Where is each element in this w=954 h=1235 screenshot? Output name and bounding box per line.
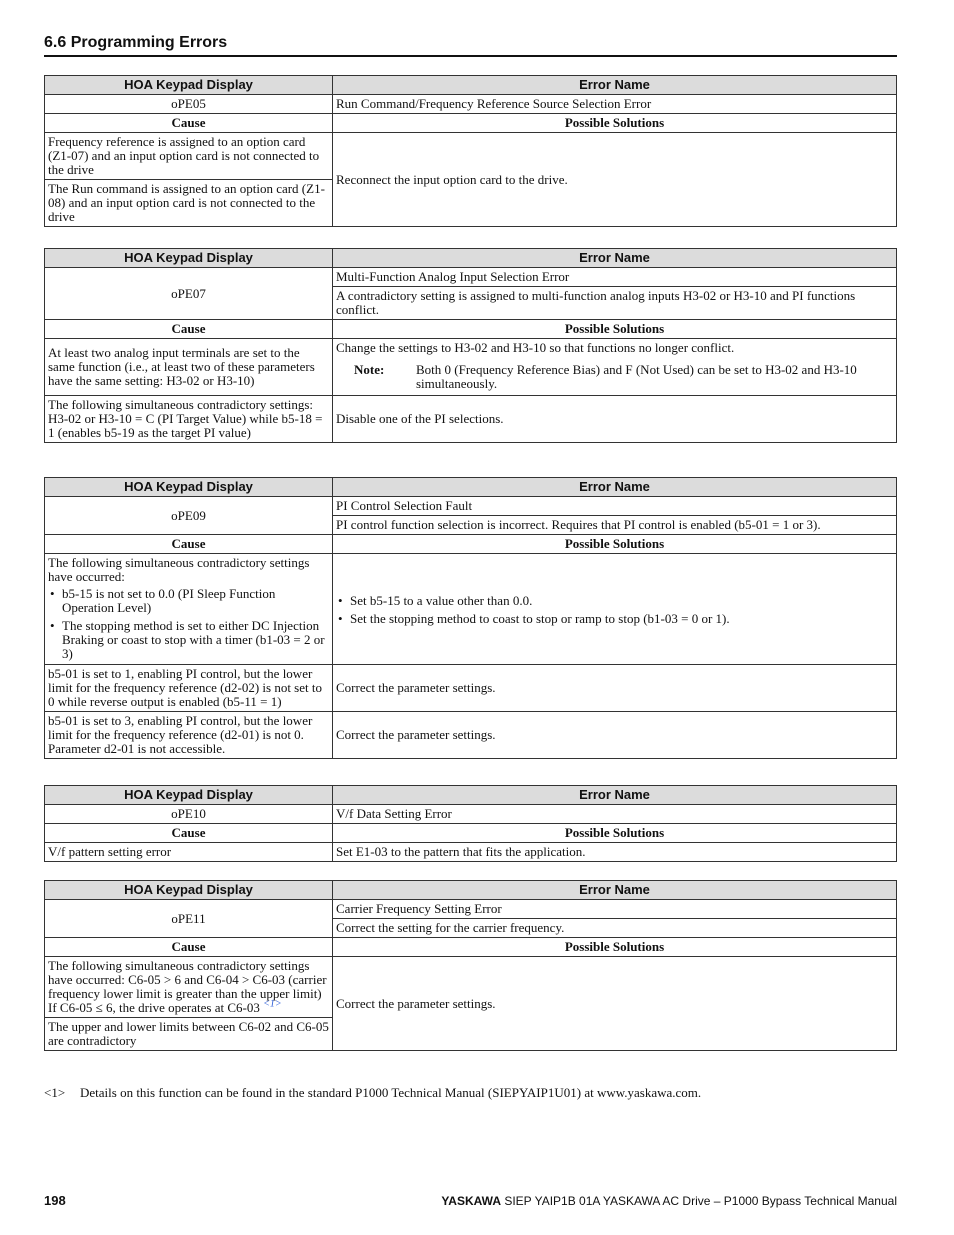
- col-solutions-header: Possible Solutions: [333, 320, 897, 339]
- col-cause-header: Cause: [45, 535, 333, 554]
- col-cause-header: Cause: [45, 320, 333, 339]
- footer-text: SIEP YAIP1B 01A YASKAWA AC Drive – P1000 Bypass Technical Manual: [504, 1194, 897, 1208]
- cause-cell: [45, 554, 333, 665]
- solution-cell: Set E1-03 to the pattern that fits the application.: [333, 843, 897, 862]
- footnote-ref-link[interactable]: <1>: [263, 998, 282, 1010]
- cause-cell: b5-01 is set to 1, enabling PI control, but the lower limit for the frequency reference (d2-02) is not set to 0 while reverse output is enabled (b5-11 = 1): [45, 665, 333, 712]
- table-subheader-row: [45, 938, 897, 957]
- error-name: PI Control Selection Fault: [333, 497, 897, 516]
- col-error-header: Error Name: [333, 881, 897, 900]
- error-code: oPE10: [45, 805, 333, 824]
- col-error-header: Error Name: [333, 786, 897, 805]
- table-row: [45, 268, 897, 287]
- list-item: • Set the stopping method to coast to stop or ramp to stop (b1-03 = 0 or 1).: [336, 612, 893, 626]
- footnote-text: Details on this function can be found in the standard P1000 Technical Manual (SIEPYAIP1U01) at www.yaskawa.com.: [80, 1085, 702, 1100]
- error-table-ope11: [44, 880, 897, 1051]
- list-item: • The stopping method is set to either DC Injection Braking or coast to stop with a timer (b1-03 = 2 or 3): [48, 619, 329, 661]
- table-row: [45, 95, 897, 114]
- solution-cell: Correct the parameter settings.: [333, 957, 897, 1051]
- table-row: [45, 396, 897, 443]
- table-header-row: [45, 786, 897, 805]
- list-item: • b5-15 is not set to 0.0 (PI Sleep Function Operation Level): [48, 587, 329, 615]
- cause-cell: Frequency reference is assigned to an option card (Z1-07) and an input option card is not connected to the drive: [45, 133, 333, 180]
- cause-cell: The upper and lower limits between C6-02 and C6-05 are contradictory: [45, 1018, 333, 1051]
- error-name: V/f Data Setting Error: [333, 805, 897, 824]
- table-row: [45, 339, 897, 396]
- error-code: oPE07: [45, 268, 333, 320]
- table-row: [45, 805, 897, 824]
- col-error-header: Error Name: [333, 478, 897, 497]
- note-label: Note:: [354, 362, 385, 377]
- col-display-header: HOA Keypad Display: [45, 478, 333, 497]
- cause-line: The following simultaneous contradictory settings:: [48, 397, 314, 412]
- cause-cell: [45, 957, 333, 1018]
- col-solutions-header: Possible Solutions: [333, 535, 897, 554]
- cause-intro: The following simultaneous contradictory settings have occurred:: [48, 555, 310, 584]
- table-subheader-row: [45, 535, 897, 554]
- error-code: oPE11: [45, 900, 333, 938]
- cause-line-text: If C6-05 ≤ 6, the drive operates at C6-03: [48, 1000, 260, 1015]
- solution-cell: Reconnect the input option card to the drive.: [333, 133, 897, 227]
- table-header-row: [45, 76, 897, 95]
- table-header-row: [45, 249, 897, 268]
- cause-cell: At least two analog input terminals are set to the same function (i.e., at least two of these parameters have the same setting: H3-02 or H3-10): [45, 339, 333, 396]
- table-header-row: [45, 881, 897, 900]
- solution-cell: [333, 554, 897, 665]
- cause-cell: b5-01 is set to 3, enabling PI control, but the lower limit for the frequency reference (d2-01) is not 0. Parameter d2-01 is not accessible.: [45, 712, 333, 759]
- error-code: oPE05: [45, 95, 333, 114]
- cause-line: The following simultaneous contradictory settings have occurred: C6-05 > 6 and C6-04 > C6-03 (carrier frequency lower limit is greater than the upper limit): [48, 958, 327, 1001]
- error-description: PI control function selection is incorrect. Requires that PI control is enabled (b5-01 = 1 or 3).: [333, 516, 897, 535]
- table-row: [45, 133, 897, 180]
- table-row: [45, 665, 897, 712]
- col-solutions-header: Possible Solutions: [333, 938, 897, 957]
- table-row: [45, 712, 897, 759]
- cause-line: [48, 998, 329, 1015]
- solution-cell: Disable one of the PI selections.: [333, 396, 897, 443]
- col-error-header: Error Name: [333, 249, 897, 268]
- footnote-number: <1>: [44, 1085, 66, 1100]
- cause-cell: The Run command is assigned to an option card (Z1-08) and an input option card is not connected to the drive: [45, 180, 333, 227]
- solution-cell: [333, 339, 897, 396]
- col-solutions-header: Possible Solutions: [333, 114, 897, 133]
- table-subheader-row: [45, 824, 897, 843]
- note-block: [336, 363, 893, 391]
- table-row: [45, 900, 897, 919]
- table-row: [45, 497, 897, 516]
- solution-cell: Correct the parameter settings.: [333, 665, 897, 712]
- footer-brand: YASKAWA: [441, 1194, 501, 1208]
- solution-text: Change the settings to H3-02 and H3-10 so that functions no longer conflict.: [336, 340, 735, 355]
- error-name: Multi-Function Analog Input Selection Error: [333, 268, 897, 287]
- error-description: A contradictory setting is assigned to multi-function analog inputs H3-02 or H3-10 and PI functions conflict.: [333, 287, 897, 320]
- error-table-ope07: [44, 248, 897, 443]
- list-item: • Set b5-15 to a value other than 0.0.: [336, 594, 893, 608]
- col-solutions-header: Possible Solutions: [333, 824, 897, 843]
- col-cause-header: Cause: [45, 824, 333, 843]
- error-name: Carrier Frequency Setting Error: [333, 900, 897, 919]
- col-display-header: HOA Keypad Display: [45, 76, 333, 95]
- error-code: oPE09: [45, 497, 333, 535]
- table-subheader-row: [45, 114, 897, 133]
- col-display-header: HOA Keypad Display: [45, 881, 333, 900]
- error-table-ope10: [44, 785, 897, 862]
- table-row: [45, 843, 897, 862]
- section-rule: [44, 55, 897, 57]
- error-name: Run Command/Frequency Reference Source Selection Error: [333, 95, 897, 114]
- col-error-header: Error Name: [333, 76, 897, 95]
- error-description: Correct the setting for the carrier frequency.: [333, 919, 897, 938]
- col-display-header: HOA Keypad Display: [45, 786, 333, 805]
- table-header-row: [45, 478, 897, 497]
- cause-list: [48, 587, 329, 661]
- table-row: [45, 957, 897, 1018]
- cause-cell: V/f pattern setting error: [45, 843, 333, 862]
- solution-list: [336, 594, 893, 626]
- cause-line: H3-02 or H3-10 = C (PI Target Value) while b5-18 = 1 (enables b5-19 as the target PI value): [48, 411, 323, 440]
- table-row: [45, 554, 897, 665]
- note-text: Both 0 (Frequency Reference Bias) and F (Not Used) can be set to H3-02 and H3-10 simultaneously.: [416, 362, 857, 391]
- cause-cell: [45, 396, 333, 443]
- table-subheader-row: [45, 320, 897, 339]
- page-footer: [441, 1194, 897, 1208]
- col-cause-header: Cause: [45, 114, 333, 133]
- error-table-ope09: [44, 477, 897, 759]
- col-display-header: HOA Keypad Display: [45, 249, 333, 268]
- error-table-ope05: [44, 75, 897, 227]
- page-number: 198: [44, 1193, 66, 1208]
- section-title: 6.6 Programming Errors: [44, 34, 228, 51]
- col-cause-header: Cause: [45, 938, 333, 957]
- solution-cell: Correct the parameter settings.: [333, 712, 897, 759]
- footnote: [44, 1086, 897, 1100]
